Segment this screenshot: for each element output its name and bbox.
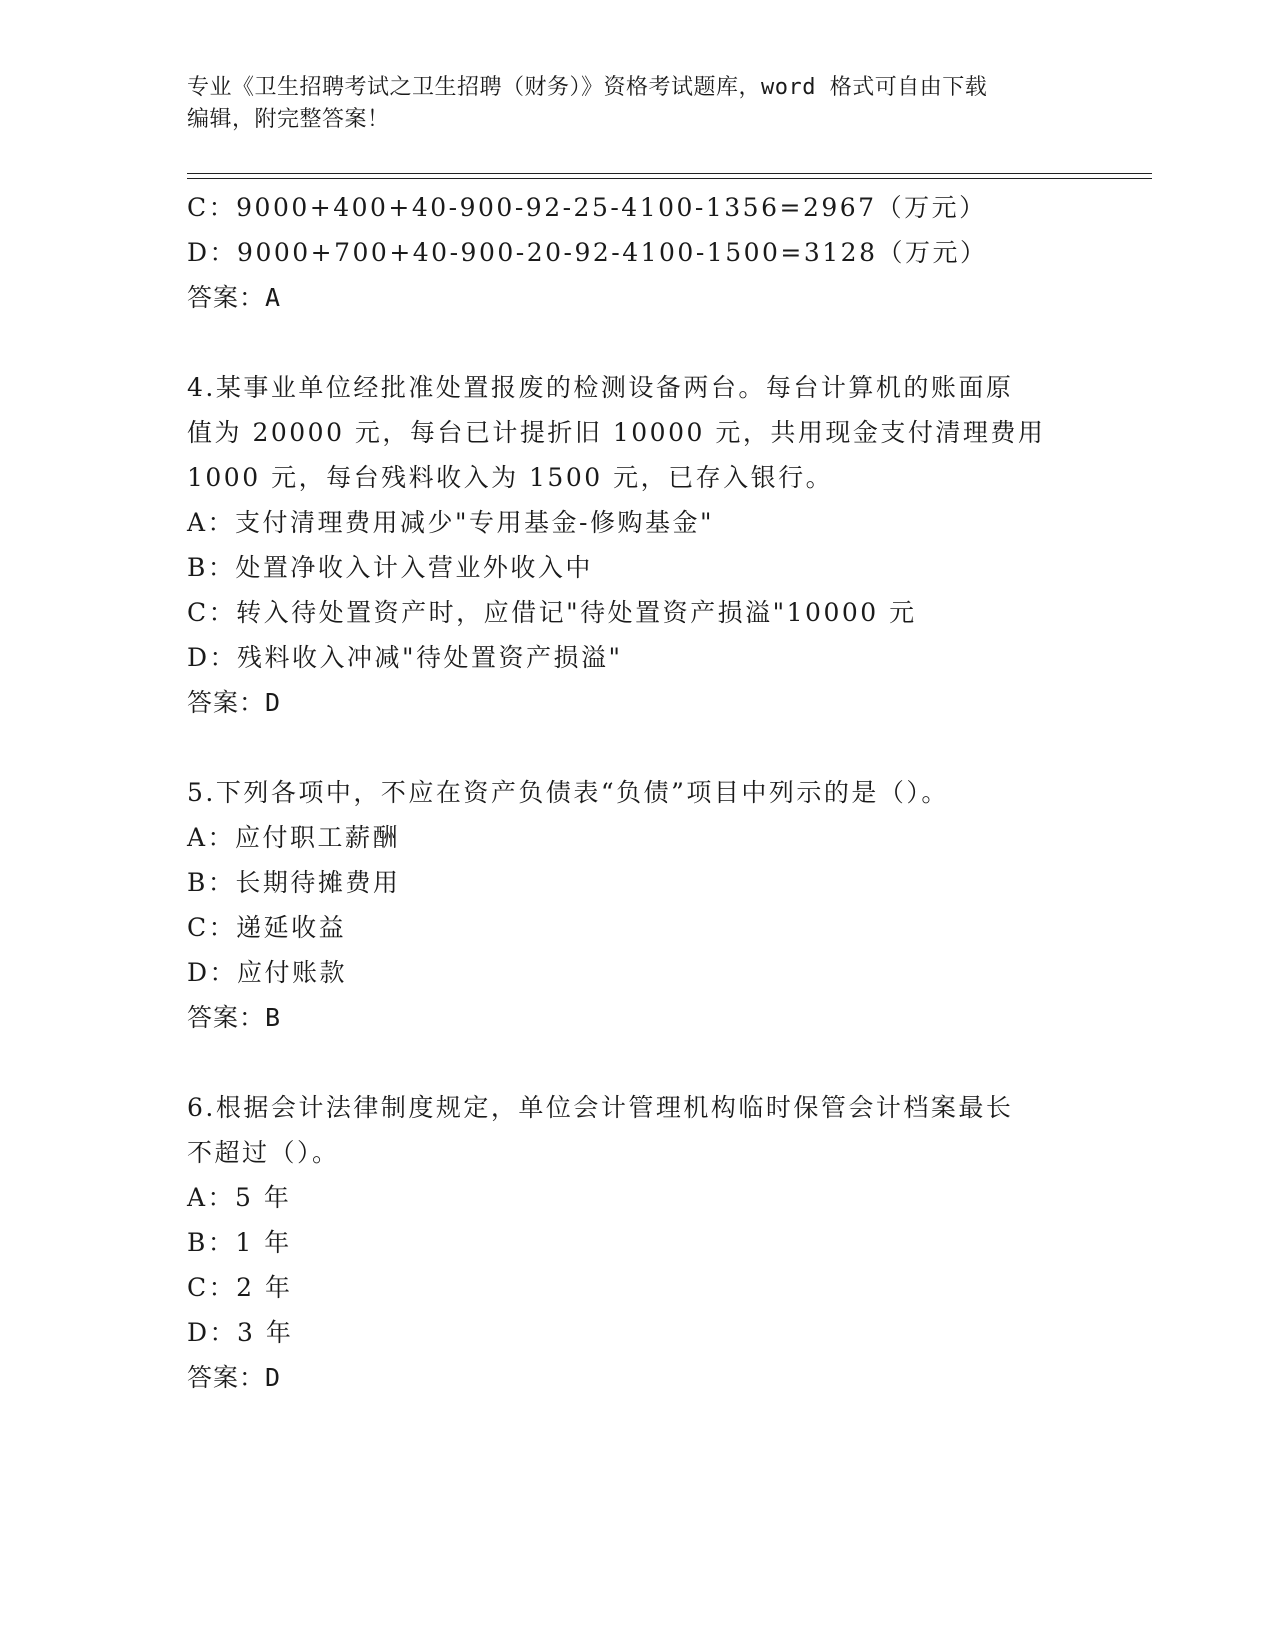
q3-answer: 答案：A [187,283,282,312]
q6-stem-line-2: 不超过（）。 [187,1138,340,1167]
header-line-1: 专业《卫生招聘考试之卫生招聘（财务）》资格考试题库，word 格式可自由下载 [187,75,988,100]
q5-stem-line-1: 5.下列各项中，不应在资产负债表“负债”项目中列示的是（）。 [187,778,949,807]
q3-option-d: D：9000+700+40-900-20-92-4100-1500=3128（万元） [187,238,988,267]
header-rule-bottom [187,178,1152,179]
q6-option-d: D：3 年 [187,1318,294,1347]
q4-option-c: C：转入待处置资产时，应借记"待处置资产损溢"10000 元 [187,598,917,627]
q4-stem-line-3: 1000 元，每台残料收入为 1500 元，已存入银行。 [187,463,834,492]
q5-option-a: A：应付职工薪酬 [187,823,401,852]
q6-option-c: C：2 年 [187,1273,293,1302]
header-line-2: 编辑，附完整答案！ [187,107,390,132]
q3-option-c: C：9000+400+40-900-92-25-4100-1356=2967（万元） [187,193,987,222]
q4-answer: 答案：D [187,688,282,717]
document-header [187,72,1067,136]
q6-stem-line-1: 6.根据会计法律制度规定，单位会计管理机构临时保管会计档案最长 [187,1093,1014,1122]
q6-option-b: B：1 年 [187,1228,292,1257]
q5-option-c: C：递延收益 [187,913,347,942]
q4-stem-line-2: 值为 20000 元，每台已计提折旧 10000 元，共用现金支付清理费用 [187,418,1046,447]
q4-stem-line-1: 4.某事业单位经批准处置报废的检测设备两台。每台计算机的账面原 [187,373,1014,402]
q6-answer: 答案：D [187,1363,282,1392]
q4-option-a: A：支付清理费用减少"专用基金-修购基金" [187,508,715,537]
q5-answer: 答案：B [187,1003,282,1032]
q4-option-b: B：处置净收入计入营业外收入中 [187,553,593,582]
q5-option-b: B：长期待摊费用 [187,868,401,897]
q4-option-d: D：残料收入冲减"待处置资产损溢" [187,643,623,672]
header-rule-top [187,173,1152,174]
q5-option-d: D：应付账款 [187,958,348,987]
q6-option-a: A：5 年 [187,1183,292,1212]
